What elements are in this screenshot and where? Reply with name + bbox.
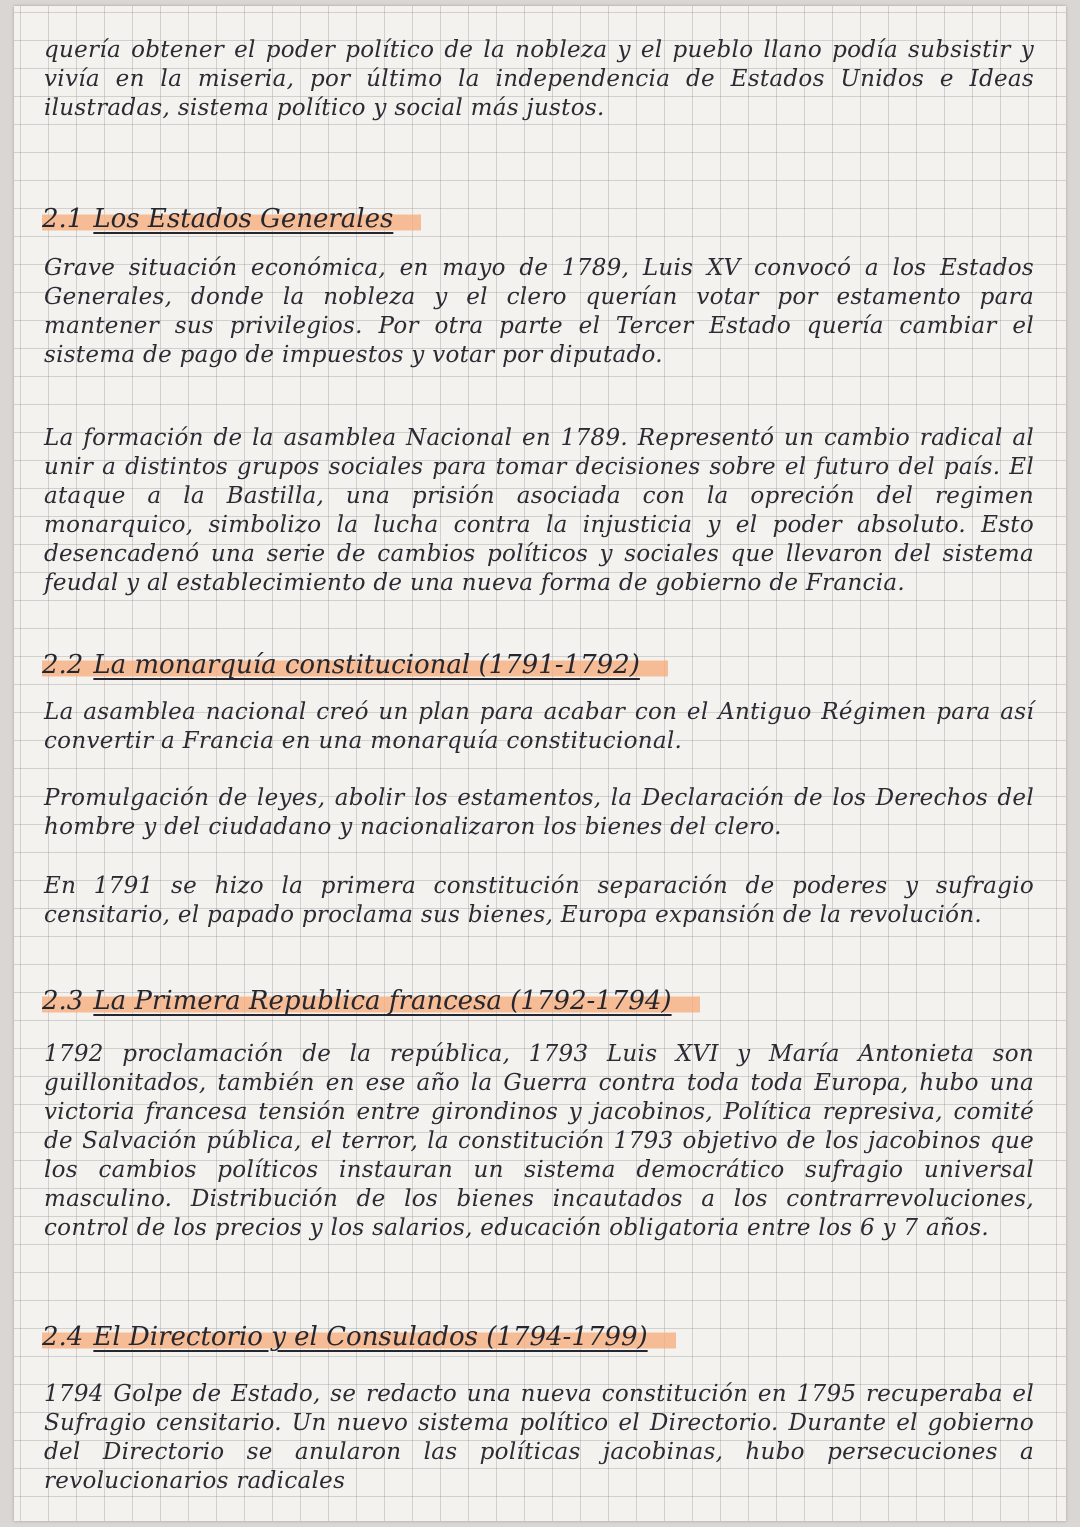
section-title: Los Estados Generales (93, 204, 394, 234)
section-number: 2.2 (42, 650, 84, 680)
section-2-1-paragraph-2 (44, 424, 1034, 598)
paragraph: 1794 Golpe de Estado, se redacto una nueva constitución en 1795 recuperaba el Sufragio censitario. Un nuevo sistema político el Directorio. Durante el gobierno del Directorio se anularon las políticas jacobinas, hubo persecuciones a revolucionarios radicales (44, 1381, 1034, 1494)
section-2-2-paragraph-3 (44, 872, 1034, 930)
notebook-page (14, 6, 1066, 1521)
section-number: 2.1 (42, 204, 84, 234)
section-heading-2-3 (42, 984, 700, 1018)
paragraph: La formación de la asamblea Nacional en 1789. Representó un cambio radical al unir a distintos grupos sociales para tomar decisiones sobre el futuro del país. El ataque a la Bastilla, una prisión asociada con la opreción del regimen monarquico, simbolizo la lucha contra la injusticia y el poder absoluto. Esto desencadenó una serie de cambios políticos y sociales que llevaron del sistema feudal y al establecimiento de una nueva forma de gobierno de Francia. (44, 425, 1034, 596)
section-heading-2-1 (42, 202, 421, 236)
paragraph: En 1791 se hizo la primera constitución separación de poderes y sufragio censitario, el papado proclama sus bienes, Europa expansión de la revolución. (44, 873, 1034, 928)
section-heading-2-4 (42, 1320, 676, 1354)
section-title: El Directorio y el Consulados (1794-1799) (93, 1322, 648, 1352)
section-2-4-paragraph-1 (44, 1380, 1034, 1496)
section-2-1-paragraph-1 (44, 254, 1034, 370)
paragraph: 1792 proclamación de la república, 1793 Luis XVI y María Antonieta son guillonitados, también en ese año la Guerra contra toda toda Europa, hubo una victoria francesa tensión entre girondinos y jacobinos, Política represiva, comité de Salvación pública, el terror, la constitución 1793 objetivo de los jacobinos que los cambios políticos instauran un sistema democrático sufragio universal masculino. Distribución de los bienes incautados a los contrarrevoluciones, control de los precios y los salarios, educación obligatoria entre los 6 y 7 años. (44, 1041, 1034, 1241)
section-2-2-paragraph-1 (44, 698, 1034, 756)
intro-block (44, 36, 1034, 123)
intro-paragraph: quería obtener el poder político de la nobleza y el pueblo llano podía subsistir y vivía en la miseria, por último la independencia de Estados Unidos e Ideas ilustradas, sistema político y social más justos. (44, 37, 1034, 121)
section-heading-2-2 (42, 648, 668, 682)
paragraph: La asamblea nacional creó un plan para acabar con el Antiguo Régimen para así convertir a Francia en una monarquía constitucional. (44, 699, 1034, 754)
section-2-2-paragraph-2 (44, 784, 1034, 842)
section-title: La Primera Republica francesa (1792-1794) (93, 986, 672, 1016)
section-number: 2.4 (42, 1322, 84, 1352)
section-number: 2.3 (42, 986, 84, 1016)
paragraph: Promulgación de leyes, abolir los estamentos, la Declaración de los Derechos del hombre y del ciudadano y nacionalizaron los bienes del clero. (44, 785, 1034, 840)
section-2-3-paragraph-1 (44, 1040, 1034, 1243)
section-title: La monarquía constitucional (1791-1792) (93, 650, 640, 680)
paragraph: Grave situación económica, en mayo de 1789, Luis XV convocó a los Estados Generales, donde la nobleza y el clero querían votar por estamento para mantener sus privilegios. Por otra parte el Tercer Estado quería cambiar el sistema de pago de impuestos y votar por diputado. (44, 255, 1034, 368)
